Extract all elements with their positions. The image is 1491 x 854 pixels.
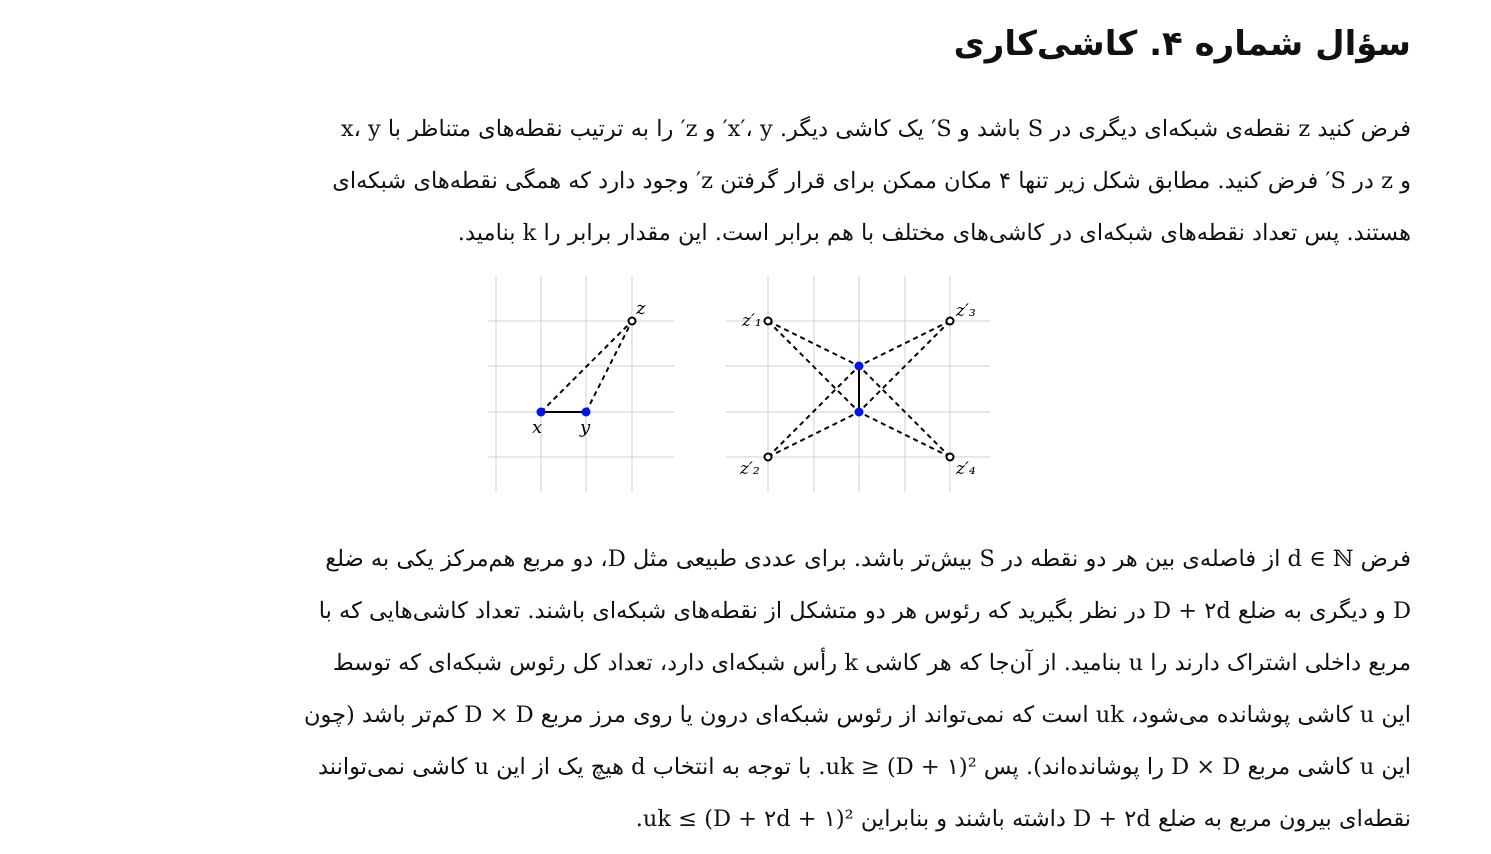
paragraph-line: فرض کنید z نقطه‌ی شبکه‌ای دیگری در S باشد و S′ یک کاشی دیگر. x′، y′ و z′ را به ترتیب نقطه‌های متناظر با x، y: [340, 116, 1411, 142]
paragraph-line: فرض d ∈ ℕ از فاصله‌ی بین هر دو نقطه در S بیش‌تر باشد. برای عددی طبیعی مثل D، دو مربع هم‌مرکز یکی به ضلع: [325, 546, 1411, 572]
page-title: سؤال شماره ۴. کاشی‌کاری: [953, 24, 1411, 64]
label-x: x: [532, 417, 543, 438]
figure-z-prime-positions: [726, 276, 992, 494]
paragraph-line: و z در S′ فرض کنید. مطابق شکل زیر تنها ۴ مکان ممکن برای قرار گرفتن z′ وجود دارد که همگی نقطه‌های شبکه‌ای: [332, 168, 1411, 194]
label-z: z: [636, 298, 646, 319]
paragraph-line: هستند. پس تعداد نقطه‌های شبکه‌ای در کاشی‌های مختلف با هم برابر است. این مقدار برابر را k بنامید.: [457, 220, 1411, 246]
point-z: [629, 318, 636, 325]
paragraph-lattice-points: [95, 103, 1411, 259]
paragraph-line: این u کاشی مربع D × D را پوشانده‌اند). پس uk ≥ (D + ۱)². با توجه به انتخاب d هیچ یک از این u کاشی نمی‌توانند: [317, 754, 1411, 780]
point-top: [855, 362, 864, 371]
grid-lines: [488, 276, 674, 492]
paragraph-line: مربع داخلی اشتراک دارند را u بنامید. از آن‌جا که هر کاشی k رأس شبکه‌ای دارد، تعداد کل رئوس شبکه‌ای که توسط: [332, 650, 1411, 676]
triangle-diagram: [488, 276, 674, 494]
z-prime-diagram: [726, 276, 992, 494]
label-y: y: [580, 417, 591, 438]
paragraph-line: این u کاشی پوشانده می‌شود، uk است که نمی‌تواند از رئوس شبکه‌ای درون یا روی مرز مربع D × D کم‌تر باشد (چون: [303, 702, 1411, 728]
point-z4: [947, 454, 954, 461]
point-z3: [947, 318, 954, 325]
point-y: [582, 408, 591, 417]
point-x: [537, 408, 546, 417]
paragraph-line: D و دیگری به ضلع D + ۲d در نظر بگیرید که رئوس هر دو متشکل از نقطه‌های شبکه‌ای باشند. تعداد کاشی‌هایی که با: [318, 598, 1411, 624]
point-z1: [765, 318, 772, 325]
figure-triangle-xyz: [488, 276, 674, 494]
label-z4: z′₄: [956, 459, 976, 479]
label-z3: z′₃: [956, 301, 976, 321]
label-z1: z′₁: [742, 311, 762, 331]
paragraph-counting-argument: [95, 533, 1411, 845]
point-z2: [765, 454, 772, 461]
point-bottom: [855, 408, 864, 417]
label-z2: z′₂: [740, 459, 760, 479]
paragraph-line: نقطه‌ای بیرون مربع به ضلع D + ۲d داشته باشند و بنابراین uk ≤ (D + ۲d + ۱)².: [635, 806, 1411, 832]
